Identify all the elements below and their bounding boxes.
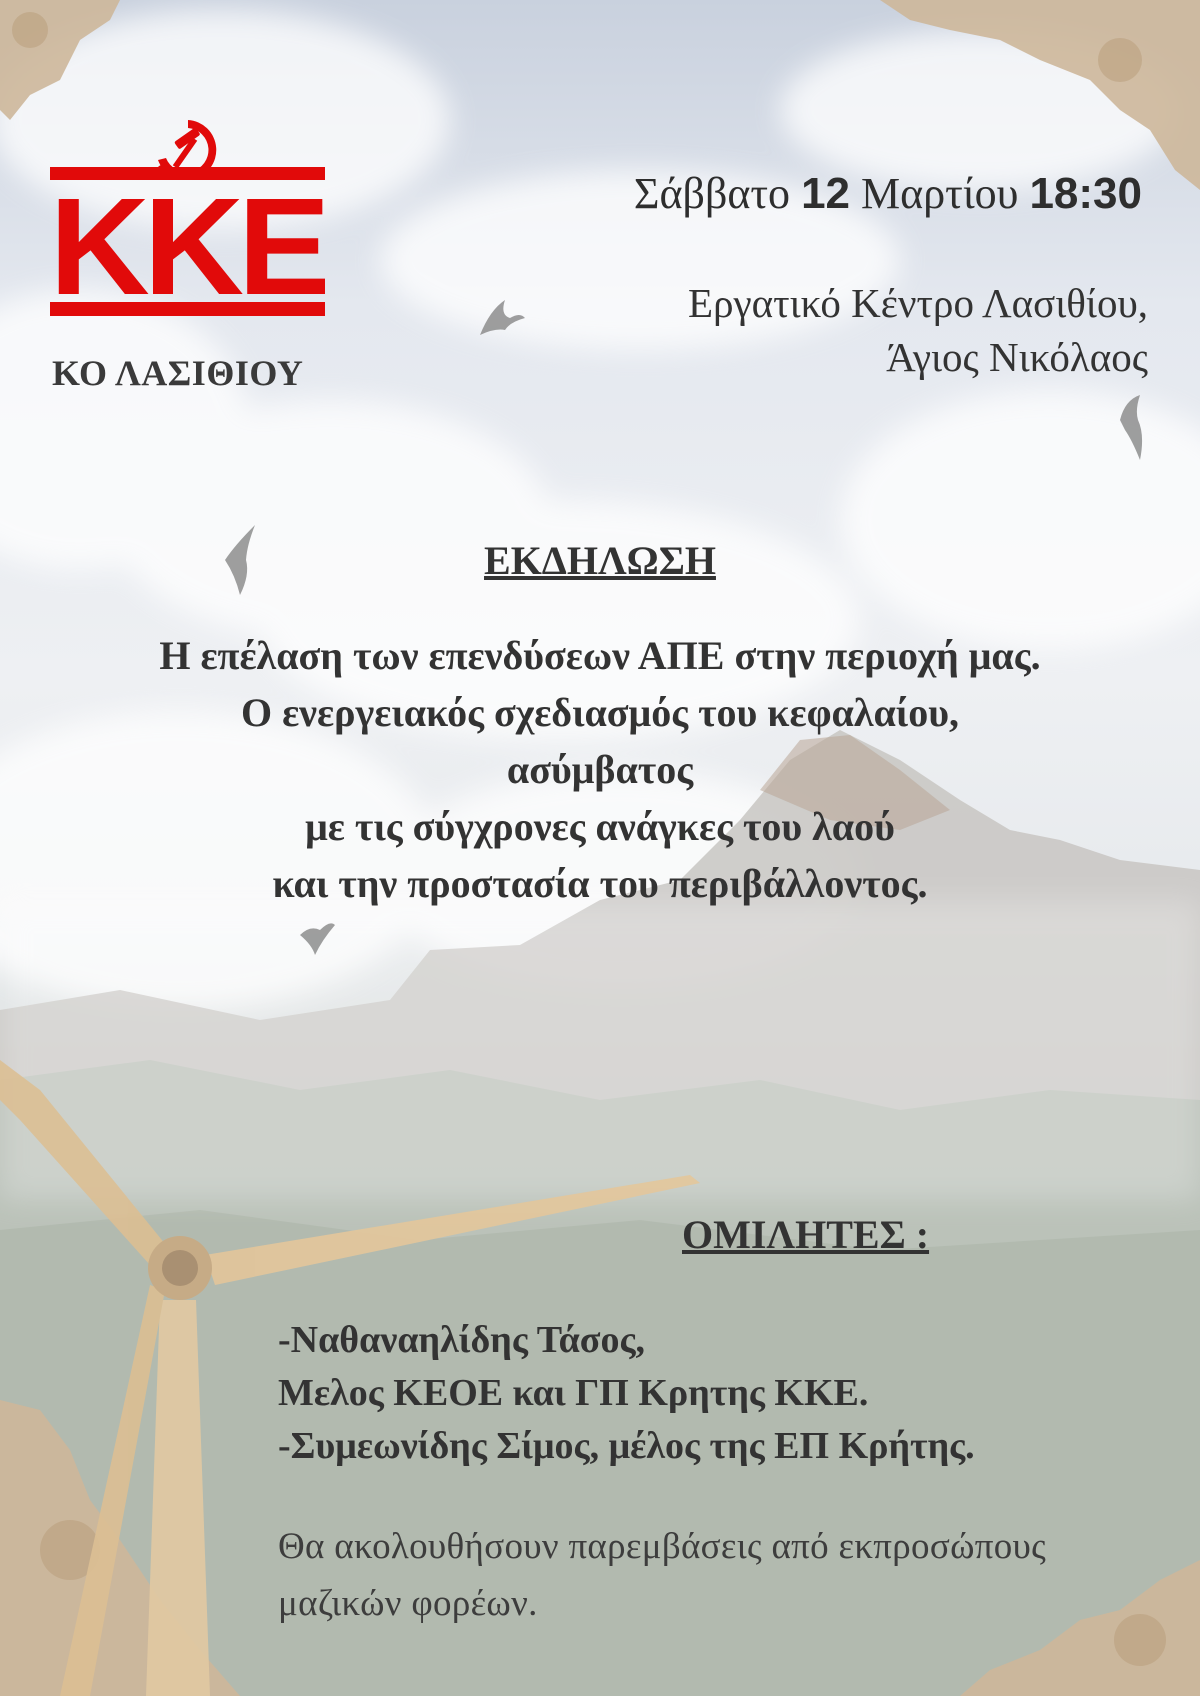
title-line: Ο ενεργειακός σχεδιασμός του κεφαλαίου, [240, 690, 960, 735]
date-weekday: Σάββατο [633, 169, 791, 218]
title-line: με τις σύγχρονες ανάγκες του λαού [305, 804, 895, 849]
speaker-line: Μελος ΚΕΟΕ και ΓΠ Κρητης ΚΚΕ. [278, 1372, 869, 1414]
event-title [0, 627, 1200, 912]
event-venue [688, 276, 1148, 384]
logo-text: ΚΚΕ [50, 170, 325, 322]
speaker-line: -Ναθαναηλίδης Τάσος, [278, 1319, 646, 1361]
speaker-line: -Συμεωνίδης Σίμος, μέλος της ΕΠ Κρήτης. [278, 1425, 975, 1467]
title-line: ασύμβατος [506, 747, 694, 792]
date-day: 12 [801, 169, 851, 218]
event-date [634, 168, 1142, 219]
title-line: και την προστασία του περιβάλλοντος. [272, 861, 928, 906]
speakers-list [278, 1314, 975, 1473]
title-line: Η επέλαση των επενδύσεων ΑΠΕ στην περιοχή μας. [159, 633, 1041, 678]
date-month: Μαρτίου [861, 169, 1019, 218]
kke-logo [50, 112, 325, 322]
speakers-heading: ΟΜΙΛΗΤΕΣ : [682, 1212, 930, 1257]
closing-note: Θα ακολουθήσουν παρεμβάσεις από εκπροσώπους μαζικών φορέων. [278, 1526, 1047, 1624]
venue-line: Άγιος Νικόλαος [886, 334, 1148, 380]
venue-line: Εργατικό Κέντρο Λασιθίου, [688, 280, 1148, 326]
date-time: 18:30 [1029, 169, 1142, 218]
organization-label: ΚΟ ΛΑΣΙΘΙΟΥ [52, 353, 304, 393]
event-heading: ΕΚΔΗΛΩΣΗ [484, 538, 716, 583]
